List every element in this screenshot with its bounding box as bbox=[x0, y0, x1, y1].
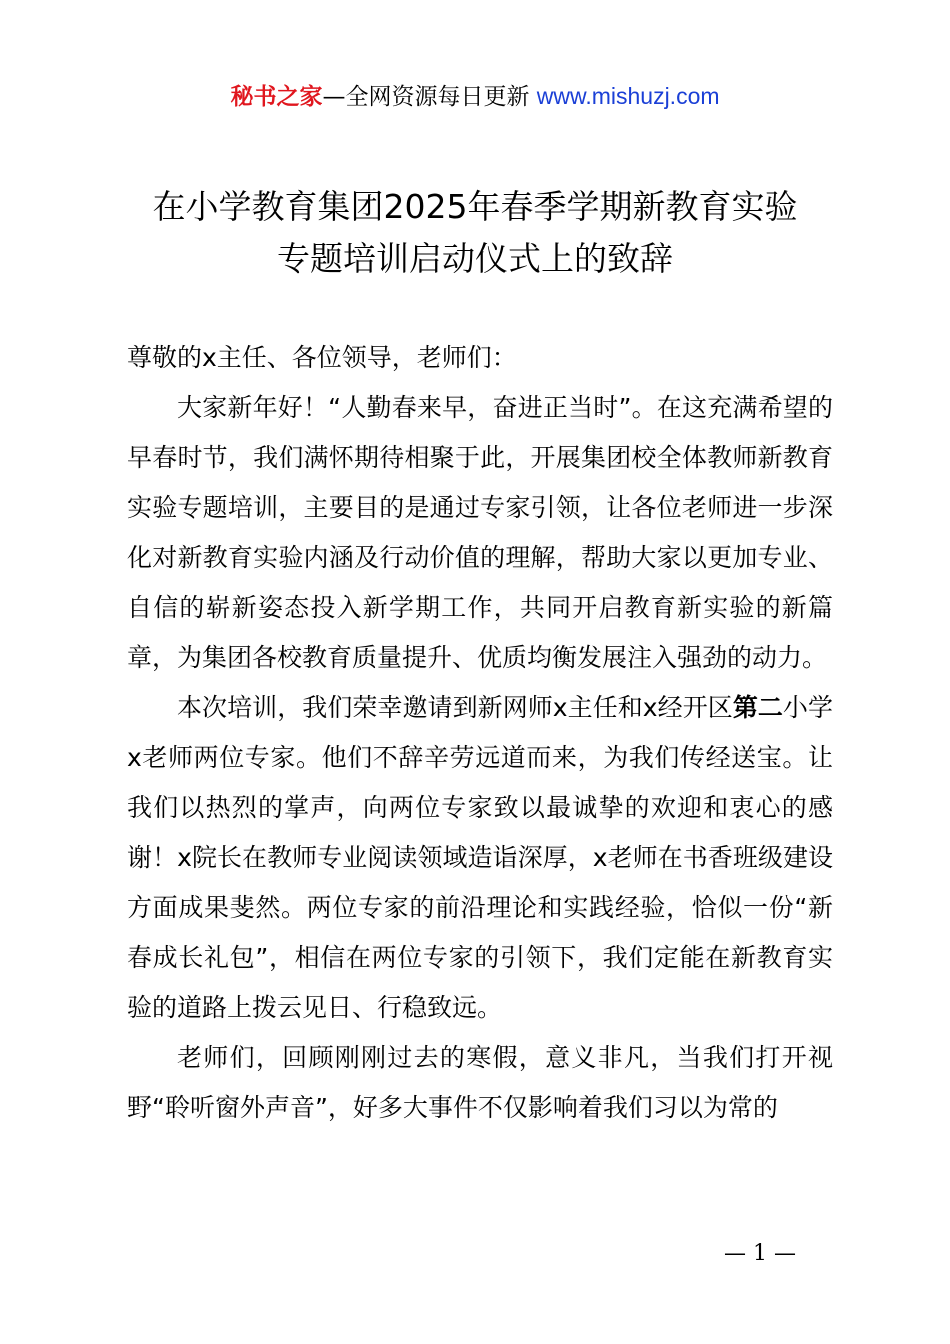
paragraph-1: 大家新年好！“人勤春来早，奋进正当时”。在这充满希望的早春时节，我们满怀期待相聚于此，开展集团校全体教师新教育实验专题培训，主要目的是通过专家引领，让各位老师进一步深化对新教育实验内涵及行动价值的理解，帮助大家以更加专业、自信的崭新姿态投入新学期工作，共同开启教育新实验的新篇章，为集团各校教育质量提升、优质均衡发展注入强劲的动力。 bbox=[127, 393, 833, 672]
site-header bbox=[0, 80, 950, 113]
paragraph-2 bbox=[127, 683, 833, 1033]
page-number: — 1 — bbox=[724, 1241, 796, 1266]
paragraph-2-part-1: 本次培训，我们荣幸邀请到新网师x主任和x经开区 bbox=[177, 693, 733, 722]
document-body bbox=[127, 333, 833, 1133]
site-tagline: —全网资源每日更新 bbox=[322, 84, 537, 110]
paragraph-3: 老师们，回顾刚刚过去的寒假，意义非凡，当我们打开视野“聆听窗外声音”，好多大事件不仅影响着我们习以为常的 bbox=[127, 1043, 833, 1122]
salutation: 尊敬的x主任、各位领导，老师们： bbox=[127, 343, 517, 372]
title-line-2: 专题培训启动仪式上的致辞 bbox=[277, 239, 673, 278]
title-line-1: 在小学教育集团2025年春季学期新教育实验 bbox=[152, 187, 798, 226]
site-url[interactable]: www.mishuzj.com bbox=[536, 83, 720, 109]
paragraph-2-part-2: 小学x老师两位专家。他们不辞辛劳远道而来，为我们传经送宝。让我们以热烈的掌声，向两位专家致以最诚挚的欢迎和衷心的感谢！x院长在教师专业阅读领域造诣深厚，x老师在书香班级建设方面成果斐然。两位专家的前沿理论和实践经验，恰似一份“新春成长礼包”，相信在两位专家的引领下，我们定能在新教育实验的道路上拨云见日、行稳致远。 bbox=[127, 693, 833, 1022]
site-brand: 秘书之家 bbox=[230, 84, 323, 110]
document-title bbox=[60, 181, 890, 285]
paragraph-2-bold: 第二 bbox=[732, 693, 783, 722]
